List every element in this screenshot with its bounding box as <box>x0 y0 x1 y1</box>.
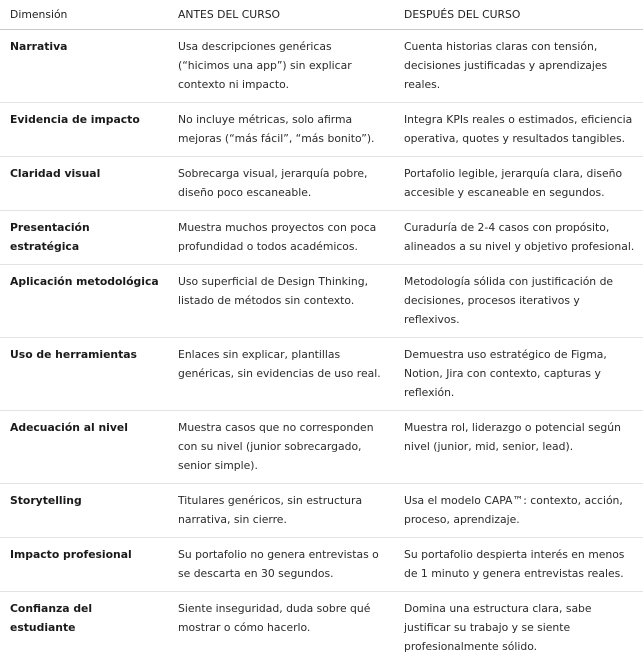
cell-dimension: Storytelling <box>0 484 168 538</box>
cell-after: Curaduría de 2-4 casos con propósito, alineados a su nivel y objetivo profesional. <box>394 211 643 265</box>
table-row <box>0 30 643 103</box>
cell-before: Muestra casos que no corresponden con su nivel (junior sobrecargado, senior simple). <box>168 411 394 484</box>
cell-dimension: Aplicación metodológica <box>0 265 168 338</box>
table-row <box>0 265 643 338</box>
header-dimension: Dimensión <box>0 0 168 30</box>
cell-after: Muestra rol, liderazgo o potencial según nivel (junior, mid, senior, lead). <box>394 411 643 484</box>
table-header <box>0 0 643 30</box>
cell-before: Usa descripciones genéricas (“hicimos una app”) sin explicar contexto ni impacto. <box>168 30 394 103</box>
cell-dimension: Evidencia de impacto <box>0 103 168 157</box>
header-before: ANTES DEL CURSO <box>168 0 394 30</box>
table-row <box>0 538 643 592</box>
cell-dimension: Presentación estratégica <box>0 211 168 265</box>
cell-before: Enlaces sin explicar, plantillas genéricas, sin evidencias de uso real. <box>168 338 394 411</box>
cell-before: No incluye métricas, solo afirma mejoras (“más fácil”, “más bonito”). <box>168 103 394 157</box>
cell-before: Su portafolio no genera entrevistas o se descarta en 30 segundos. <box>168 538 394 592</box>
cell-after: Usa el modelo CAPA™: contexto, acción, proceso, aprendizaje. <box>394 484 643 538</box>
cell-after: Integra KPIs reales o estimados, eficiencia operativa, quotes y resultados tangibles. <box>394 103 643 157</box>
cell-after: Portafolio legible, jerarquía clara, diseño accesible y escaneable en segundos. <box>394 157 643 211</box>
table-row <box>0 592 643 664</box>
cell-after: Domina una estructura clara, sabe justificar su trabajo y se siente profesionalmente sólido. <box>394 592 643 664</box>
cell-dimension: Confianza del estudiante <box>0 592 168 664</box>
cell-before: Siente inseguridad, duda sobre qué mostrar o cómo hacerlo. <box>168 592 394 664</box>
cell-dimension: Uso de herramientas <box>0 338 168 411</box>
cell-before: Titulares genéricos, sin estructura narrativa, sin cierre. <box>168 484 394 538</box>
table-row <box>0 411 643 484</box>
cell-after: Su portafolio despierta interés en menos de 1 minuto y genera entrevistas reales. <box>394 538 643 592</box>
table-row <box>0 484 643 538</box>
cell-dimension: Adecuación al nivel <box>0 411 168 484</box>
table-body <box>0 30 643 664</box>
header-row <box>0 0 643 30</box>
table-row <box>0 157 643 211</box>
table-row <box>0 103 643 157</box>
cell-after: Cuenta historias claras con tensión, decisiones justificadas y aprendizajes reales. <box>394 30 643 103</box>
cell-after: Demuestra uso estratégico de Figma, Notion, Jira con contexto, capturas y reflexión. <box>394 338 643 411</box>
table-row <box>0 338 643 411</box>
cell-dimension: Claridad visual <box>0 157 168 211</box>
header-after: DESPUÉS DEL CURSO <box>394 0 643 30</box>
table-row <box>0 211 643 265</box>
cell-before: Uso superficial de Design Thinking, listado de métodos sin contexto. <box>168 265 394 338</box>
cell-dimension: Narrativa <box>0 30 168 103</box>
cell-before: Muestra muchos proyectos con poca profundidad o todos académicos. <box>168 211 394 265</box>
cell-after: Metodología sólida con justificación de decisiones, procesos iterativos y reflexivos. <box>394 265 643 338</box>
cell-dimension: Impacto profesional <box>0 538 168 592</box>
cell-before: Sobrecarga visual, jerarquía pobre, diseño poco escaneable. <box>168 157 394 211</box>
